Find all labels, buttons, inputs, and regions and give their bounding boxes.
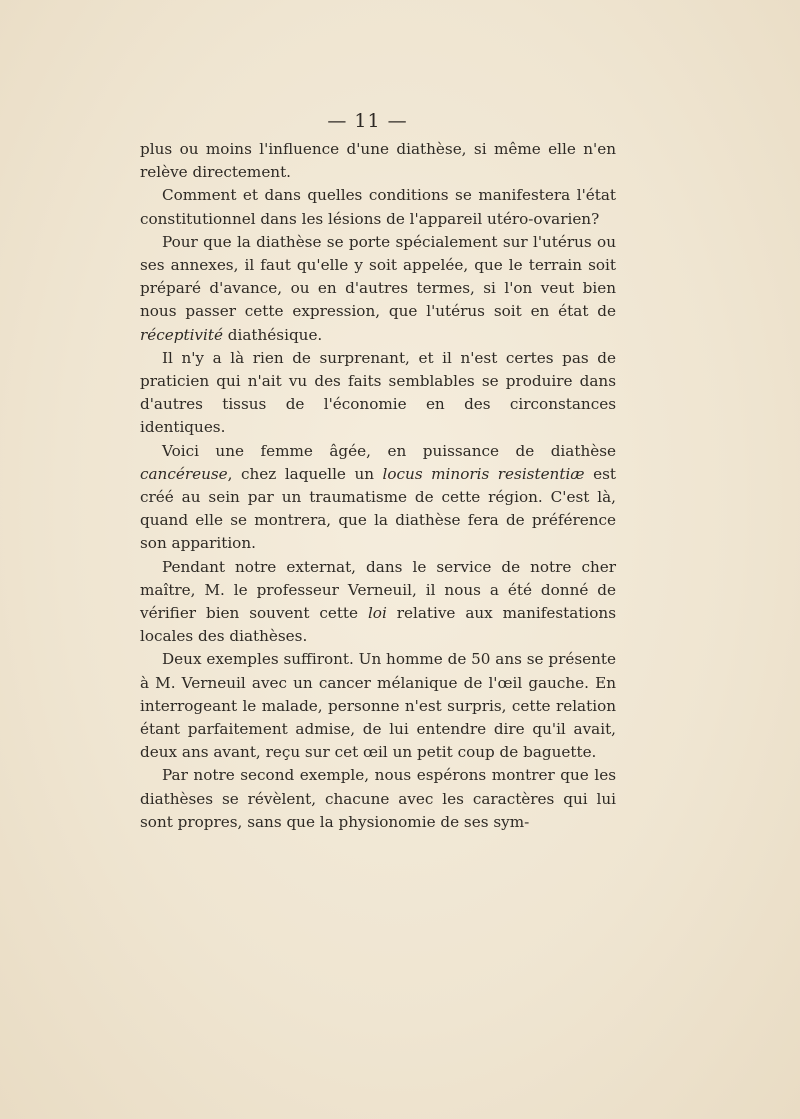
page-number: — 11 — — [327, 110, 408, 132]
italic-term: loi — [367, 604, 387, 623]
italic-term: locus minoris resistentiæ — [382, 464, 585, 483]
body-text — [140, 138, 616, 834]
paragraph-text: , chez laquelle un — [227, 464, 383, 483]
paragraph-text: est créé au sein par un traumatisme de cette région. C'est là, quand elle se montrera, que la diathèse fera de préférence son apparition. — [140, 464, 617, 553]
paragraph-text: relative aux manifestations locales des diathèses. — [140, 604, 616, 646]
paragraph — [140, 440, 616, 556]
paragraph: Deux exemples suffiront. Un homme de 50 ans se présente à M. Verneuil avec un cancer mélanique de l'œil gauche. En interrogeant le malade, personne n'est surpris, cette relation étant parfaitement admise, de lui entendre dire qu'il avait, deux ans avant, reçu sur cet œil un petit coup de baguette. — [140, 650, 616, 762]
paragraph-text: Pendant notre externat, dans le service de notre cher maître, M. le professeur Verneuil, il nous a été donné de vérifier bien souvent cette — [140, 557, 616, 623]
paragraph: Par notre second exemple, nous espérons montrer que les diathèses se révèlent, chacune avec les caractères qui lui sont propres, sans que la physionomie de ses sym- — [140, 766, 616, 831]
paragraph: Il n'y a là rien de surprenant, et il n'est certes pas de praticien qui n'ait vu des faits semblables se produire dans d'autres tissus de l'économie en des circonstances identiques. — [140, 348, 616, 437]
italic-term: réceptivité — [140, 325, 223, 344]
italic-term: cancéreuse — [140, 464, 228, 483]
paragraph: plus ou moins l'influence d'une diathèse, si même elle n'en relève directement. — [140, 140, 616, 182]
paragraph: Comment et dans quelles conditions se manifestera l'état constitutionnel dans les lésions de l'appareil utéro-ovarien? — [140, 186, 616, 228]
paragraph — [140, 231, 616, 347]
paragraph — [140, 556, 616, 649]
paragraph-text: Voici une femme âgée, en puissance de diathèse — [162, 441, 616, 460]
paragraph-text: Pour que la diathèse se porte spécialement sur l'utérus ou ses annexes, il faut qu'elle y soit appelée, que le terrain soit préparé d'avance, ou en d'autres termes, si l'on veut bien nous passer cette expression, que l'utérus soit en état de — [140, 232, 616, 321]
paragraph-text: diathésique. — [222, 325, 323, 344]
